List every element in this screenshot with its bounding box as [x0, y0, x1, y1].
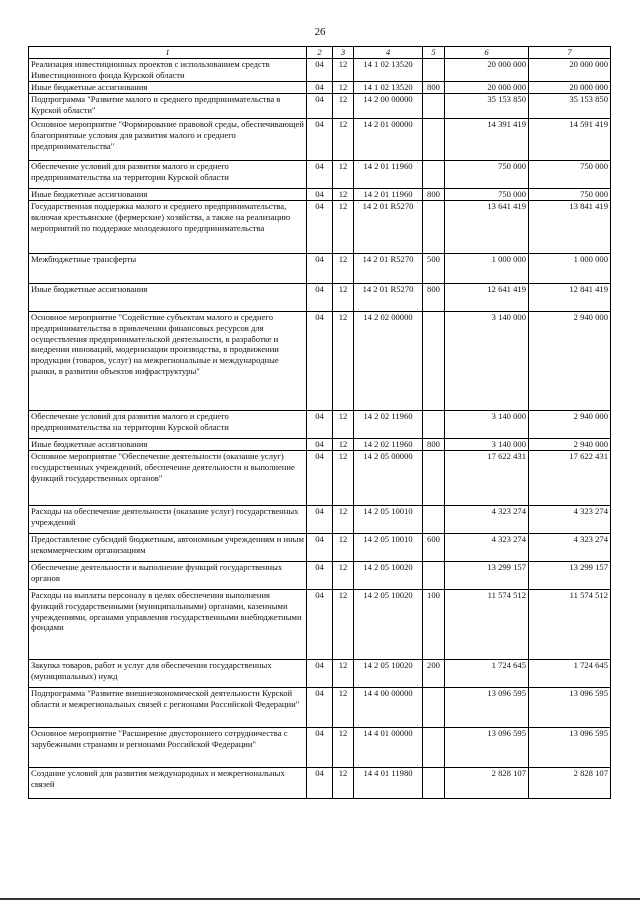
row-amount-col6: 14 391 419 [445, 119, 529, 161]
row-target-code: 14 4 01 00000 [354, 728, 423, 768]
row-name: Основное мероприятие "Расширение двустороннего сотрудничества с зарубежными странами и регионами Российской Федерации" [29, 728, 307, 768]
row-name: Иные бюджетные ассигнования [29, 439, 307, 451]
row-subsection: 12 [333, 506, 354, 534]
row-subsection: 12 [333, 590, 354, 660]
row-subsection: 12 [333, 94, 354, 119]
row-target-code: 14 2 05 10020 [354, 562, 423, 590]
row-expense-type: 600 [423, 534, 445, 562]
row-expense-type [423, 768, 445, 799]
column-number: 7 [529, 47, 611, 59]
row-amount-col7: 11 574 512 [529, 590, 611, 660]
table-row [29, 562, 611, 590]
row-expense-type [423, 411, 445, 439]
row-expense-type [423, 451, 445, 506]
row-section: 04 [307, 660, 333, 688]
row-target-code: 14 2 00 00000 [354, 94, 423, 119]
row-amount-col7: 2 940 000 [529, 411, 611, 439]
row-amount-col6: 13 096 595 [445, 688, 529, 728]
row-amount-col6: 13 641 419 [445, 201, 529, 254]
row-subsection: 12 [333, 201, 354, 254]
row-name: Основное мероприятие "Формирование правовой среды, обеспечивающей благоприятные условия для развития малого и среднего предпринимательства" [29, 119, 307, 161]
row-name: Обеспечение деятельности и выполнение функций государственных органов [29, 562, 307, 590]
row-expense-type: 800 [423, 284, 445, 312]
row-amount-col7: 750 000 [529, 189, 611, 201]
row-name: Иные бюджетные ассигнования [29, 284, 307, 312]
row-section: 04 [307, 161, 333, 189]
row-subsection: 12 [333, 728, 354, 768]
row-name: Основное мероприятие "Обеспечение деятельности (оказание услуг) государственных учреждений, обеспечение деятельности и выполнение функций государственных органов" [29, 451, 307, 506]
row-amount-col7: 1 724 645 [529, 660, 611, 688]
row-amount-col6: 20 000 000 [445, 82, 529, 94]
table-row [29, 94, 611, 119]
row-amount-col7: 17 622 431 [529, 451, 611, 506]
table-row [29, 59, 611, 82]
row-target-code: 14 2 05 00000 [354, 451, 423, 506]
row-name: Реализация инвестиционных проектов с использованием средств Инвестиционного фонда Курской области [29, 59, 307, 82]
table-row [29, 660, 611, 688]
row-section: 04 [307, 119, 333, 161]
row-amount-col6: 35 153 850 [445, 94, 529, 119]
row-name: Расходы на обеспечение деятельности (оказание услуг) государственных учреждений [29, 506, 307, 534]
row-section: 04 [307, 254, 333, 284]
row-expense-type: 800 [423, 82, 445, 94]
row-subsection: 12 [333, 254, 354, 284]
row-subsection: 12 [333, 161, 354, 189]
row-target-code: 14 2 05 10020 [354, 660, 423, 688]
table-row [29, 161, 611, 189]
row-subsection: 12 [333, 82, 354, 94]
row-amount-col6: 12 641 419 [445, 284, 529, 312]
row-expense-type [423, 161, 445, 189]
row-amount-col6: 3 140 000 [445, 312, 529, 411]
row-expense-type: 500 [423, 254, 445, 284]
row-amount-col6: 17 622 431 [445, 451, 529, 506]
row-subsection: 12 [333, 189, 354, 201]
row-name: Основное мероприятие "Содействие субъектам малого и среднего предпринимательства в привлечении финансовых ресурсов для осуществления предпринимательской деятельности, в разработке и внедрении инноваций, модернизации производства, в продвижении продукции (товаров, услуг) на межрегиональные и международные рынки, в развитии объектов инфраструктуры" [29, 312, 307, 411]
row-expense-type: 200 [423, 660, 445, 688]
row-section: 04 [307, 562, 333, 590]
row-amount-col6: 750 000 [445, 189, 529, 201]
row-target-code: 14 4 01 11980 [354, 768, 423, 799]
row-amount-col6: 13 096 595 [445, 728, 529, 768]
row-subsection: 12 [333, 284, 354, 312]
row-section: 04 [307, 82, 333, 94]
row-name: Иные бюджетные ассигнования [29, 189, 307, 201]
row-target-code: 14 2 02 11960 [354, 439, 423, 451]
column-number: 1 [29, 47, 307, 59]
row-section: 04 [307, 201, 333, 254]
row-section: 04 [307, 451, 333, 506]
row-name: Предоставление субсидий бюджетным, автономным учреждениям и иным некоммерческим организациям [29, 534, 307, 562]
budget-table [28, 46, 611, 799]
row-amount-col6: 3 140 000 [445, 411, 529, 439]
row-target-code: 14 4 00 00000 [354, 688, 423, 728]
row-target-code: 14 2 01 R5270 [354, 201, 423, 254]
table-row [29, 534, 611, 562]
row-section: 04 [307, 688, 333, 728]
row-amount-col7: 12 841 419 [529, 284, 611, 312]
row-name: Создание условий для развития международных и межрегиональных связей [29, 768, 307, 799]
row-amount-col7: 2 940 000 [529, 312, 611, 411]
row-subsection: 12 [333, 59, 354, 82]
row-name: Обеспечение условий для развития малого и среднего предпринимательства на территории Курской области [29, 161, 307, 189]
row-subsection: 12 [333, 660, 354, 688]
row-amount-col6: 2 828 107 [445, 768, 529, 799]
table-row [29, 439, 611, 451]
row-target-code: 14 2 02 11960 [354, 411, 423, 439]
row-amount-col7: 14 591 419 [529, 119, 611, 161]
column-number: 6 [445, 47, 529, 59]
row-amount-col7: 13 299 157 [529, 562, 611, 590]
row-expense-type: 800 [423, 189, 445, 201]
row-expense-type [423, 201, 445, 254]
row-target-code: 14 2 01 11960 [354, 189, 423, 201]
row-target-code: 14 2 02 00000 [354, 312, 423, 411]
row-section: 04 [307, 728, 333, 768]
row-name: Межбюджетные трансферты [29, 254, 307, 284]
row-target-code: 14 1 02 13520 [354, 82, 423, 94]
row-amount-col6: 4 323 274 [445, 534, 529, 562]
table-row [29, 590, 611, 660]
table-row [29, 119, 611, 161]
row-target-code: 14 1 02 13520 [354, 59, 423, 82]
row-amount-col7: 2 940 000 [529, 439, 611, 451]
table-row [29, 728, 611, 768]
table-row [29, 254, 611, 284]
row-section: 04 [307, 411, 333, 439]
row-name: Иные бюджетные ассигнования [29, 82, 307, 94]
row-subsection: 12 [333, 768, 354, 799]
row-section: 04 [307, 506, 333, 534]
column-number: 4 [354, 47, 423, 59]
row-section: 04 [307, 590, 333, 660]
row-target-code: 14 2 01 11960 [354, 161, 423, 189]
row-expense-type: 100 [423, 590, 445, 660]
row-amount-col7: 750 000 [529, 161, 611, 189]
row-amount-col7: 13 096 595 [529, 688, 611, 728]
row-amount-col6: 11 574 512 [445, 590, 529, 660]
row-expense-type [423, 119, 445, 161]
column-number-row [29, 47, 611, 59]
row-expense-type [423, 94, 445, 119]
row-target-code: 14 2 01 00000 [354, 119, 423, 161]
row-section: 04 [307, 59, 333, 82]
row-expense-type: 800 [423, 439, 445, 451]
row-amount-col7: 35 153 850 [529, 94, 611, 119]
row-amount-col6: 1 724 645 [445, 660, 529, 688]
row-expense-type [423, 562, 445, 590]
row-section: 04 [307, 768, 333, 799]
page-number: 26 [314, 26, 326, 38]
row-subsection: 12 [333, 534, 354, 562]
row-name: Обеспечение условий для развития малого и среднего предпринимательства на территории Курской области [29, 411, 307, 439]
column-number: 2 [307, 47, 333, 59]
table-row [29, 201, 611, 254]
row-target-code: 14 2 05 10010 [354, 534, 423, 562]
row-amount-col6: 20 000 000 [445, 59, 529, 82]
table-row [29, 768, 611, 799]
row-amount-col7: 2 828 107 [529, 768, 611, 799]
column-number: 3 [333, 47, 354, 59]
row-expense-type [423, 688, 445, 728]
row-subsection: 12 [333, 439, 354, 451]
row-amount-col7: 4 323 274 [529, 506, 611, 534]
row-subsection: 12 [333, 562, 354, 590]
row-section: 04 [307, 189, 333, 201]
table-row [29, 506, 611, 534]
table-row [29, 411, 611, 439]
table-row [29, 688, 611, 728]
column-number: 5 [423, 47, 445, 59]
row-amount-col7: 4 323 274 [529, 534, 611, 562]
table-row [29, 189, 611, 201]
row-subsection: 12 [333, 119, 354, 161]
row-name: Расходы на выплаты персоналу в целях обеспечения выполнения функций государственными (муниципальными) органами, казенными учреждениями, органами управления государственными внебюджетными фондами [29, 590, 307, 660]
row-expense-type [423, 728, 445, 768]
row-subsection: 12 [333, 688, 354, 728]
row-amount-col6: 4 323 274 [445, 506, 529, 534]
row-name: Подпрограмма "Развитие малого и среднего предпринимательства в Курской области" [29, 94, 307, 119]
bottom-rule [0, 898, 640, 900]
row-amount-col7: 20 000 000 [529, 59, 611, 82]
row-expense-type [423, 59, 445, 82]
row-amount-col7: 13 841 419 [529, 201, 611, 254]
row-name: Государственная поддержка малого и среднего предпринимательства, включая крестьянские (фермерские) хозяйства, а также на реализацию мероприятий по поддержке молодежного предпринимательства [29, 201, 307, 254]
row-target-code: 14 2 05 10010 [354, 506, 423, 534]
row-subsection: 12 [333, 451, 354, 506]
row-target-code: 14 2 01 R5270 [354, 254, 423, 284]
row-section: 04 [307, 534, 333, 562]
row-section: 04 [307, 439, 333, 451]
row-amount-col6: 13 299 157 [445, 562, 529, 590]
row-amount-col6: 3 140 000 [445, 439, 529, 451]
row-amount-col6: 1 000 000 [445, 254, 529, 284]
row-expense-type [423, 506, 445, 534]
row-amount-col6: 750 000 [445, 161, 529, 189]
table-row [29, 284, 611, 312]
row-section: 04 [307, 312, 333, 411]
row-target-code: 14 2 05 10020 [354, 590, 423, 660]
row-name: Закупка товаров, работ и услуг для обеспечения государственных (муниципальных) нужд [29, 660, 307, 688]
row-subsection: 12 [333, 312, 354, 411]
row-subsection: 12 [333, 411, 354, 439]
row-amount-col7: 1 000 000 [529, 254, 611, 284]
table-row [29, 451, 611, 506]
row-amount-col7: 13 096 595 [529, 728, 611, 768]
row-section: 04 [307, 94, 333, 119]
row-target-code: 14 2 01 R5270 [354, 284, 423, 312]
table-row [29, 312, 611, 411]
row-expense-type [423, 312, 445, 411]
row-amount-col7: 20 000 000 [529, 82, 611, 94]
row-section: 04 [307, 284, 333, 312]
table-row [29, 82, 611, 94]
row-name: Подпрограмма "Развитие внешнеэкономической деятельности Курской области и межрегиональных связей с регионами Российской Федерации" [29, 688, 307, 728]
